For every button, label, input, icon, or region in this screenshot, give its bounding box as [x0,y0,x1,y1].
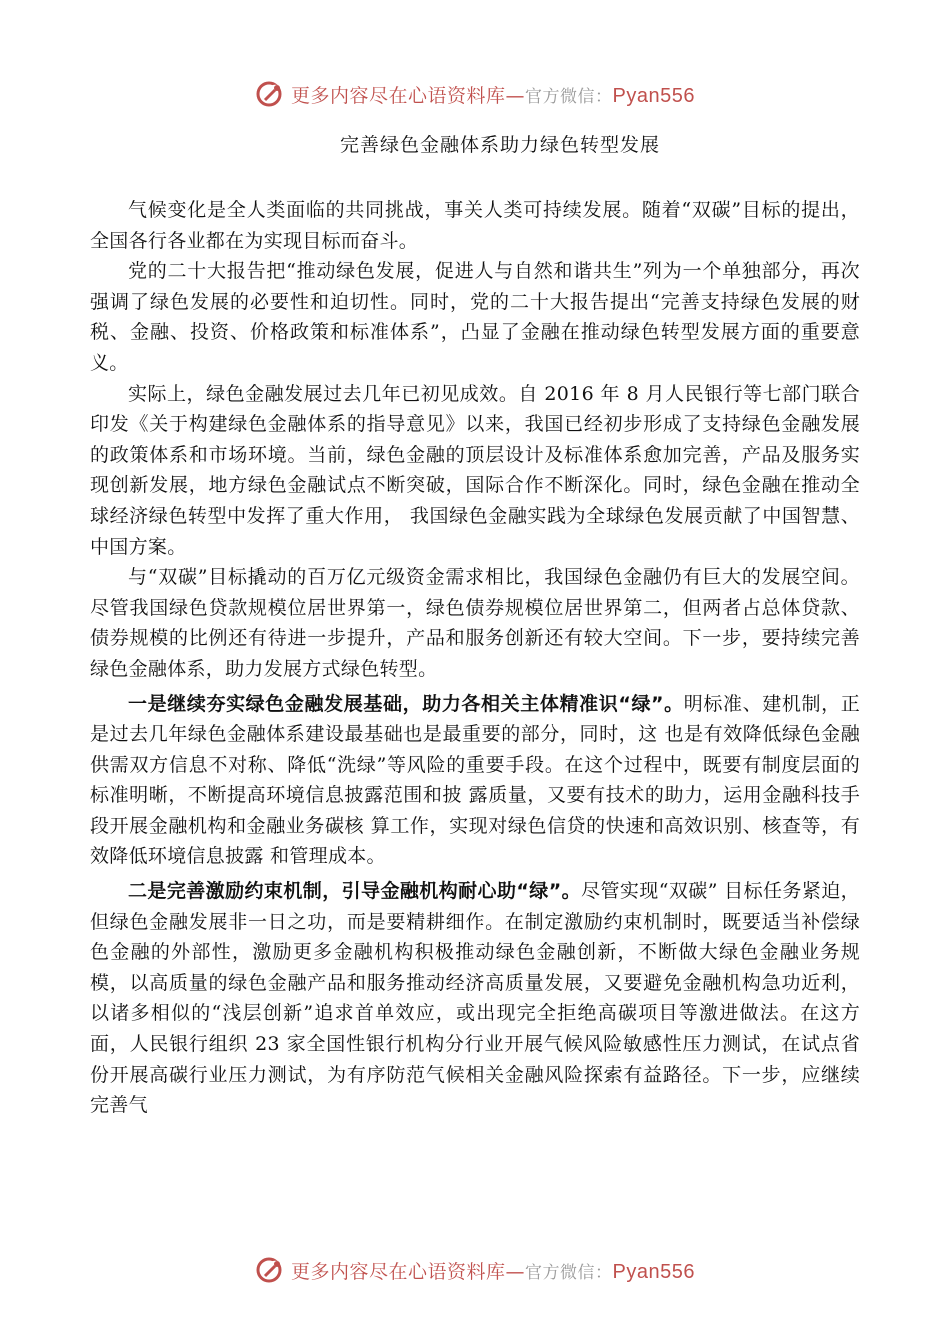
watermark-main: 更多内容尽在心语资料库 [291,1260,506,1283]
watermark-wechat-label: 官方微信： [525,1262,613,1283]
document-body [90,195,860,1121]
watermark-main: 更多内容尽在心语资料库 [291,84,506,107]
point-lead-1: 一是继续夯实绿色金融发展基础，助力各相关主体精准识“绿”。 [128,692,684,715]
point-lead-2: 二是完善激励约束机制，引导金融机构耐心助“绿”。 [128,880,582,903]
point-paragraph-1 [90,689,860,873]
watermark-text [291,81,695,108]
document-title: 完善绿色金融体系助力绿色转型发展 [339,134,660,156]
header-watermark [0,74,950,114]
watermark-wechat-id: Pyan556 [612,84,695,107]
watermark-text [291,1257,695,1284]
body-paragraph: 党的二十大报告把“推动绿色发展，促进人与自然和谐共生”列为一个单独部分，再次强调了绿色发展的必要性和迫切性。同时，党的二十大报告提出“完善支持绿色发展的财税、金融、投资、价格政策和标准体系”，凸显了金融在推动绿色转型发展方面的重要意义。 [90,260,860,374]
body-paragraph: 与“双碳”目标撬动的百万亿元级资金需求相比，我国绿色金融仍有巨大的发展空间。尽管我国绿色贷款规模位居世界第一，绿色债券规模位居世界第二，但两者占总体贷款、债券规模的比例还有待进一步提升，产品和服务创新还有较大空间。下一步，要持续完善绿色金融体系，助力发展方式绿色转型。 [90,566,860,680]
watermark-wechat-label: 官方微信： [525,86,613,107]
brand-logo-icon [255,79,285,109]
body-paragraph: 气候变化是全人类面临的共同挑战，事关人类可持续发展。随着“双碳”目标的提出，全国各行各业都在为实现目标而奋斗。 [90,199,860,252]
brand-logo-icon [255,1255,285,1285]
watermark-wechat-id: Pyan556 [612,1260,695,1283]
point-text-2: 尽管实现“双碳” 目标任务紧迫，但绿色金融发展非一日之功，而是要精耕细作。在制定激励约束机制时，既要适当补偿绿色金融的外部性，激励更多金融机构积极推动绿色金融创新，不断做大绿色金融业务规模，以高质量的绿色金融产品和服务推动经济高质量发展，又要避免金融机构急功近利，以诸多相似的“浅层创新”追求首单效应，或出现完全拒绝高碳项目等激进做法。在这方面，人民银行组织 23 家全国性银行机构分行业开展气候风险敏感性压力测试，在试点省份开展高碳行业压力测试，为有序防范气候相关金融风险探索有益路径。下一步，应继续完善气 [90,880,860,1117]
watermark-separator: — [505,84,526,107]
footer-watermark [0,1250,950,1290]
point-text-1: 明标准、建机制，正是过去几年绿色金融体系建设最基础也是最重要的部分，同时，这 也是有效降低绿色金融供需双方信息不对称、降低“洗绿”等风险的重要手段。在这个过程中，既要有制度层面的标准明晰，不断提高环境信息披露范围和披 露质量，又要有技术的助力，运用金融科技手段开展金融机构和金融业务碳核 算工作，实现对绿色信贷的快速和高效识别、核查等，有效降低环境信息披露 和管理成本。 [90,692,860,868]
body-paragraph: 实际上，绿色金融发展过去几年已初见成效。自 2016 年 8 月人民银行等七部门联合印发《关于构建绿色金融体系的指导意见》以来，我国已经初步形成了支持绿色金融发展的政策体系和市场环境。当前，绿色金融的顶层设计及标准体系愈加完善，产品及服务实现创新发展，地方绿色金融试点不断突破，国际合作不断深化。同时，绿色金融在推动全球经济绿色转型中发挥了重大作用， 我国绿色金融实践为全球绿色发展贡献了中国智慧、中国方案。 [90,382,860,558]
point-paragraph-2 [90,876,860,1121]
watermark-separator: — [505,1260,526,1283]
